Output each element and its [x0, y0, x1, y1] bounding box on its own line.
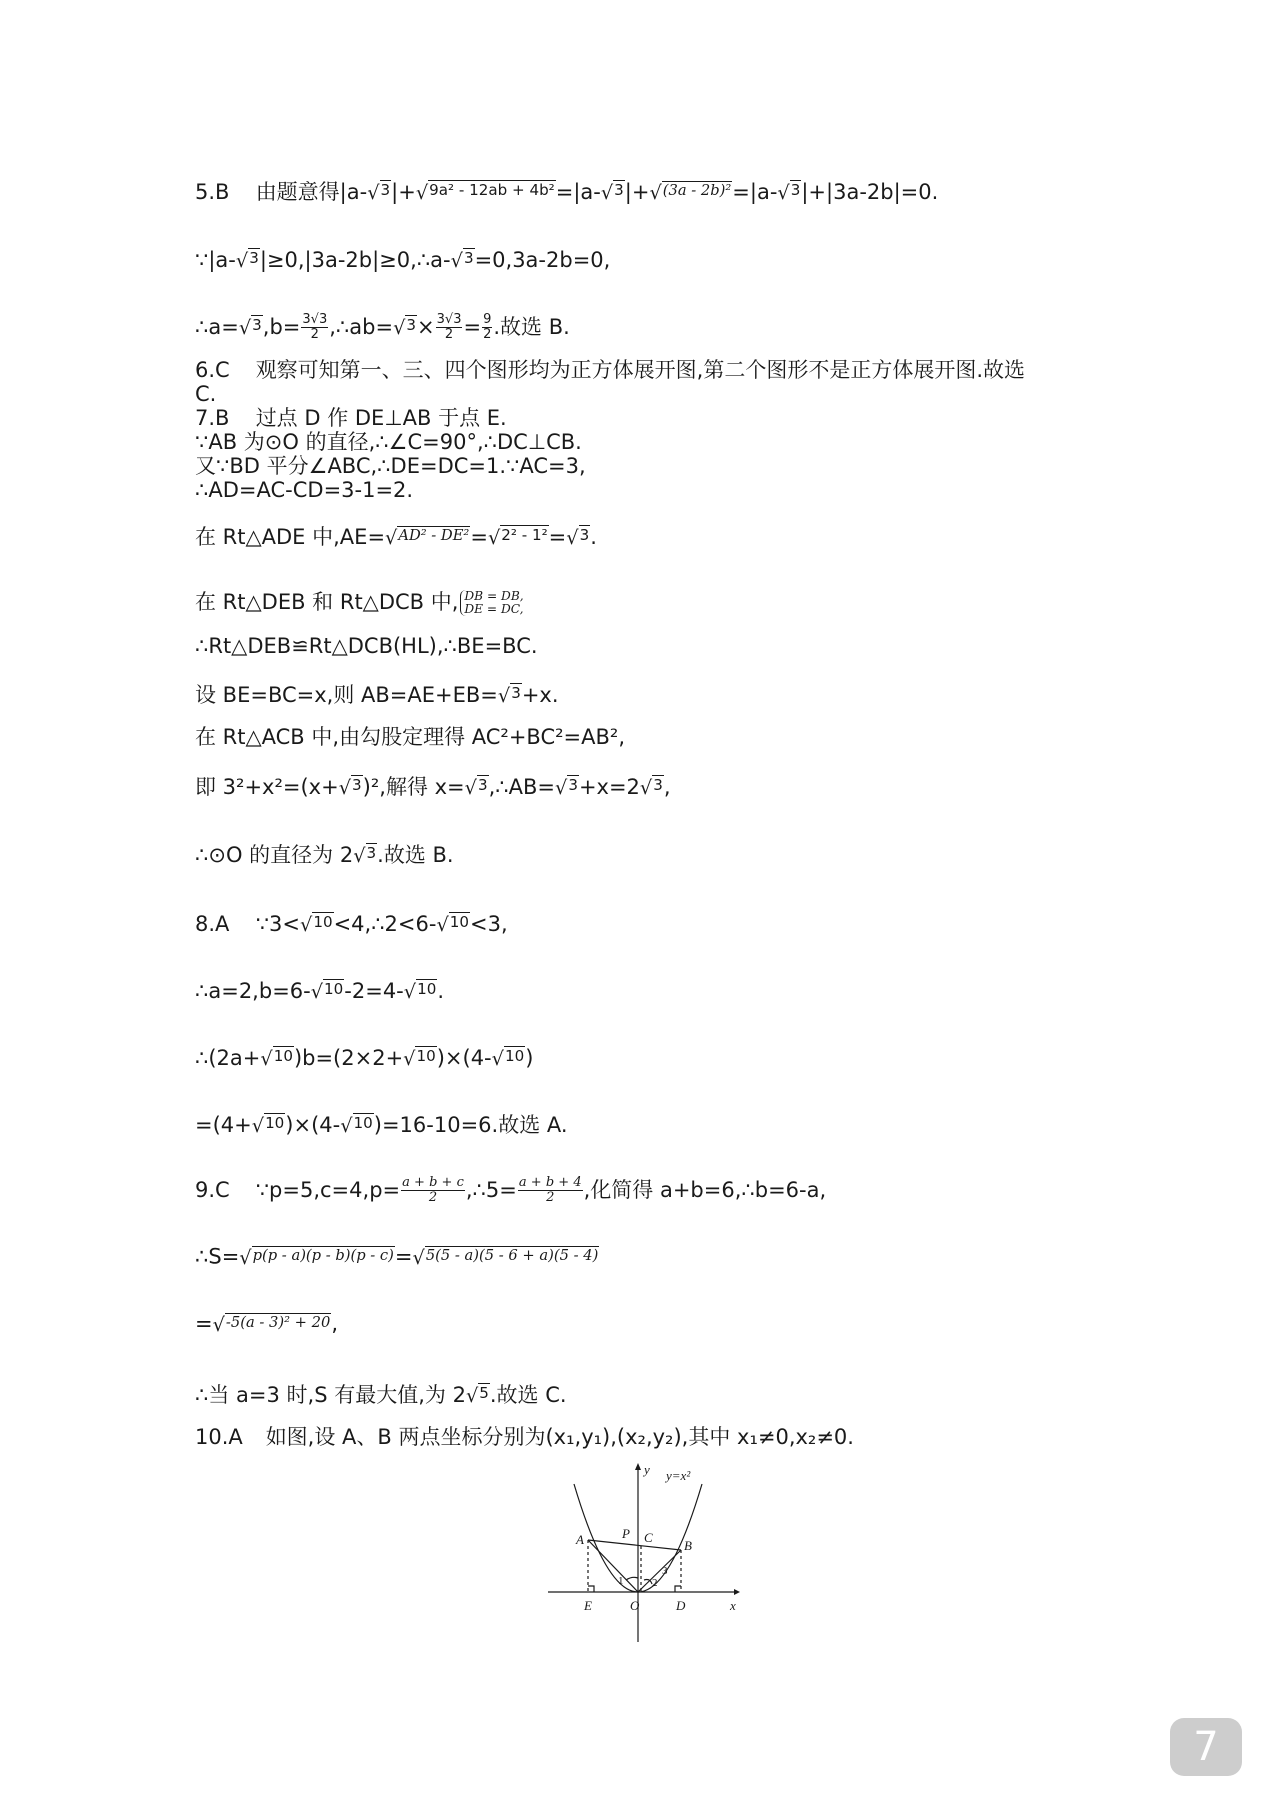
point-d-label: D [676, 1598, 686, 1613]
q5-line-1 [195, 177, 938, 206]
sqrt: √p(p - a)(p - b)(p - c) [239, 1245, 394, 1269]
q5-line-3 [195, 312, 570, 343]
text: ) [525, 1045, 534, 1070]
q10-number: 10.A [195, 1425, 243, 1449]
sqrt: √3 [367, 180, 391, 204]
sqrt: √10 [491, 1046, 525, 1070]
point-c-label: C [644, 1530, 653, 1545]
sqrt: √9a² - 12ab + 4b² [415, 180, 555, 204]
sqrt: √10 [300, 912, 333, 936]
text: 在 Rt△ADE 中,AE= [195, 524, 386, 549]
text: |≥0,|3a-2b|≥0,∴a- [259, 247, 451, 272]
angle-arc-1 [626, 1577, 638, 1580]
right-angle-e [588, 1586, 594, 1592]
q5-number: 5.B [195, 179, 230, 204]
text: ∴S= [195, 1244, 240, 1269]
text: .故选 C. [489, 1382, 567, 1407]
text: ∵p=5,c=4,p= [255, 1177, 401, 1202]
curve-label: y=x² [666, 1468, 691, 1483]
text: ∴a=2,b=6- [195, 978, 311, 1003]
text: . [590, 524, 597, 549]
sqrt: √3 [566, 525, 590, 549]
text: ,∴AB= [488, 774, 555, 799]
q7-line-11 [195, 840, 454, 869]
point-e-label: E [584, 1598, 592, 1613]
text: ∴⊙O 的直径为 2 [195, 842, 354, 867]
text: .故选 B. [493, 314, 570, 339]
q8-line-2 [195, 976, 444, 1005]
text: +x. [521, 682, 559, 707]
sqrt: √3 [600, 180, 624, 204]
sqrt: √10 [310, 979, 344, 1003]
text: ,b= [262, 314, 301, 339]
sqrt: √-5(a - 3)² + 20 [212, 1312, 331, 1336]
text: )b=(2×2+ [293, 1045, 404, 1070]
sqrt: √(3a - 2b)² [649, 180, 732, 204]
text: )×(4- [436, 1045, 492, 1070]
text: ∴当 a=3 时,S 有最大值,为 2 [195, 1382, 466, 1407]
fraction: $\frac{3√3}{2}$ [302, 311, 328, 343]
sqrt: √10 [260, 1046, 293, 1070]
parabola-figure [548, 1462, 744, 1642]
sqrt: √3 [238, 315, 262, 339]
q7-line-6 [195, 589, 524, 616]
text: 过点 D 作 DE⊥AB 于点 E. [255, 406, 507, 430]
segment-oa [588, 1540, 638, 1592]
fraction: $\frac{3√3}{2}$ [436, 311, 462, 343]
q8-line-3 [195, 1043, 533, 1072]
text: )=16-10=6.故选 A. [373, 1112, 568, 1137]
text: )×(4- [285, 1112, 341, 1137]
text: =|a- [555, 179, 601, 204]
q7-line-8 [195, 680, 559, 709]
text: 在 Rt△DEB 和 Rt△DCB 中, [195, 590, 459, 614]
sqrt: √3 [555, 775, 578, 799]
text: ∴a= [195, 314, 239, 339]
text: = [463, 314, 482, 339]
sqrt: √3 [497, 683, 521, 707]
angle-3-label: 3 [662, 1565, 668, 1577]
y-axis-label: y [644, 1462, 650, 1477]
text: |+ [624, 179, 650, 204]
text: .故选 B. [377, 842, 454, 867]
fraction: $\frac{a + b + c}{2}$ [402, 1175, 464, 1206]
point-a-label: A [576, 1532, 584, 1547]
text: )²,解得 x= [362, 774, 465, 799]
sqrt: √10 [403, 979, 437, 1003]
q7-number: 7.B [195, 406, 230, 430]
sqrt: √10 [251, 1113, 285, 1137]
text: ,∴ab= [329, 314, 394, 339]
fraction: $\frac{a + b + 4}{2}$ [518, 1175, 582, 1206]
text: 如图,设 A、B 两点坐标分别为(x₁,y₁),(x₂,y₂),其中 x₁≠0,x₂≠0. [265, 1425, 854, 1449]
text: ∵3< [255, 911, 301, 936]
q6-line-1 [195, 358, 1025, 382]
text: |+|3a-2b|=0. [801, 179, 939, 204]
q8-line-1 [195, 909, 508, 938]
q9-line-4 [195, 1380, 567, 1409]
sqrt: √5(5 - a)(5 - 6 + a)(5 - 4) [412, 1245, 599, 1269]
text: = [394, 1244, 413, 1269]
equation-system: DB = DB, DE = DC, [460, 590, 523, 616]
text: |+ [391, 179, 416, 204]
q6-line-2: C. [195, 382, 217, 406]
sqrt: √3 [353, 843, 377, 867]
sqrt: √3 [639, 775, 663, 799]
angle-1-label: 1 [618, 1575, 624, 1587]
q7-line-10 [195, 772, 671, 801]
x-axis-label: x [730, 1598, 736, 1613]
sqrt: √3 [464, 775, 488, 799]
text: . [437, 978, 444, 1003]
sqrt: √3 [235, 248, 259, 272]
q8-number: 8.A [195, 911, 230, 936]
text: -2=4- [344, 978, 404, 1003]
q7-line-1 [195, 406, 507, 430]
q7-line-5 [195, 522, 597, 551]
text: = [548, 524, 567, 549]
q9-line-2 [195, 1243, 599, 1271]
sqrt: √3 [338, 775, 362, 799]
sqrt: √10 [340, 1113, 373, 1137]
text: =0,3a-2b=0, [474, 247, 611, 272]
point-o-label: O [630, 1598, 640, 1613]
q9-number: 9.C [195, 1177, 230, 1202]
point-b-label: B [684, 1538, 692, 1553]
q9-line-1 [195, 1176, 826, 1206]
fraction: $\frac{9}{2}$ [483, 311, 492, 343]
y-axis-arrow [635, 1463, 641, 1470]
text: ,∴5= [465, 1177, 517, 1202]
text: ∴(2a+ [195, 1045, 261, 1070]
q6-number: 6.C [195, 358, 230, 382]
sqrt: √3 [777, 180, 801, 204]
q5-line-2 [195, 245, 610, 274]
sqrt: √AD² - DE² [385, 525, 470, 549]
q7-line-9: 在 Rt△ACB 中,由勾股定理得 AC²+BC²=AB², [195, 725, 625, 749]
q7-line-4: ∴AD=AC-CD=3-1=2. [195, 478, 414, 502]
x-axis-arrow [734, 1589, 740, 1595]
text: <4,∴2<6- [333, 911, 437, 936]
q7-line-7: ∴Rt△DEB≌Rt△DCB(HL),∴BE=BC. [195, 634, 538, 658]
text: ,化简得 a+b=6,∴b=6-a, [583, 1177, 827, 1202]
text: 观察可知第一、三、四个图形均为正方体展开图,第二个图形不是正方体展开图.故选 [255, 358, 1026, 382]
q9-line-3 [195, 1310, 338, 1338]
text: =(4+ [195, 1112, 252, 1137]
text: , [663, 774, 671, 799]
sqrt: √10 [436, 912, 469, 936]
text: , [331, 1311, 338, 1336]
text: +x=2 [578, 774, 640, 799]
q7-line-3: 又∵BD 平分∠ABC,∴DE=DC=1.∵AC=3, [195, 454, 586, 478]
sqrt: √3 [450, 248, 474, 272]
text: ∵|a- [195, 247, 236, 272]
q10-line-1 [195, 1424, 854, 1450]
sqrt: √3 [393, 315, 417, 339]
text: <3, [470, 911, 508, 936]
segment-ab [588, 1540, 681, 1550]
point-p-label: P [622, 1526, 630, 1541]
sqrt: √10 [403, 1046, 436, 1070]
angle-2-label: 2 [652, 1577, 658, 1589]
q7-line-2: ∵AB 为⊙O 的直径,∴∠C=90°,∴DC⊥CB. [195, 430, 582, 454]
text: 由题意得|a- [255, 179, 368, 204]
text: = [195, 1311, 213, 1336]
sqrt: √2² - 1² [487, 525, 548, 549]
text: × [417, 314, 435, 339]
page-number-badge: 7 [1170, 1718, 1242, 1776]
text: 设 BE=BC=x,则 AB=AE+EB= [195, 682, 498, 707]
right-angle-d [675, 1586, 681, 1592]
text: = [470, 524, 488, 549]
text: 即 3²+x²=(x+ [195, 774, 339, 799]
text: =|a- [732, 179, 778, 204]
sqrt: √5 [465, 1383, 489, 1407]
q8-line-4 [195, 1110, 568, 1139]
